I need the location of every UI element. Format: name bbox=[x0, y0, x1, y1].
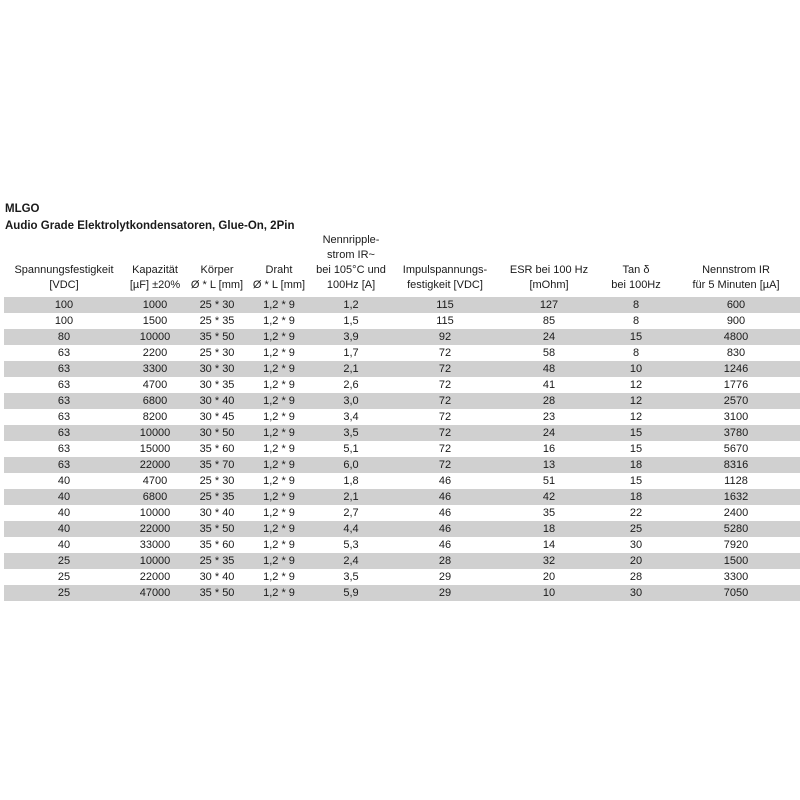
table-cell: 72 bbox=[438, 347, 452, 359]
table-cell: 1000 bbox=[124, 297, 186, 313]
table-cell: 47000 bbox=[124, 585, 186, 601]
table-cell: 63 bbox=[4, 361, 124, 377]
table-row bbox=[4, 537, 800, 553]
table-cell: 16 bbox=[542, 443, 556, 455]
table-cell: 115 bbox=[436, 315, 454, 327]
table-cell: 25 bbox=[57, 571, 71, 583]
table-cell: 2,6 bbox=[343, 379, 359, 391]
table-cell: 30 * 30 bbox=[186, 361, 248, 377]
table-cell: 100 bbox=[4, 297, 124, 313]
table-cell: 35 bbox=[542, 507, 556, 519]
table-row bbox=[4, 441, 800, 457]
table-cell: 30 * 40 bbox=[199, 571, 235, 583]
table-cell: 30 * 50 bbox=[186, 425, 248, 441]
table-cell: 15 bbox=[629, 443, 643, 455]
table-cell: 20 bbox=[600, 553, 672, 569]
table-cell: 30 bbox=[600, 585, 672, 601]
table-cell: 2,1 bbox=[310, 489, 392, 505]
table-cell: 22000 bbox=[139, 571, 171, 583]
table-cell: 35 * 50 bbox=[186, 329, 248, 345]
table-row bbox=[4, 377, 800, 393]
table-cell: 80 bbox=[4, 329, 124, 345]
table-cell: 30 * 40 bbox=[186, 393, 248, 409]
table-cell: 40 bbox=[57, 475, 71, 487]
table-cell: 63 bbox=[4, 425, 124, 441]
table-cell: 29 bbox=[392, 585, 498, 601]
table-cell: 1500 bbox=[672, 553, 800, 569]
table-cell: 18 bbox=[600, 457, 672, 473]
table-cell: 72 bbox=[392, 393, 498, 409]
product-series-title: MLGO bbox=[5, 203, 40, 215]
table-cell: 5670 bbox=[723, 443, 749, 455]
table-cell: 1,2 * 9 bbox=[263, 379, 295, 391]
table-cell: 2570 bbox=[672, 393, 800, 409]
table-cell: 30 * 35 bbox=[199, 379, 235, 391]
table-cell: 5280 bbox=[672, 521, 800, 537]
column-header-line: [mOhm] bbox=[529, 279, 569, 291]
table-cell: 24 bbox=[498, 329, 600, 345]
table-cell: 1,7 bbox=[343, 347, 359, 359]
table-cell: 25 * 35 bbox=[199, 315, 235, 327]
table-cell: 1,2 * 9 bbox=[248, 425, 310, 441]
table-cell: 30 * 40 bbox=[199, 507, 235, 519]
table-row bbox=[4, 329, 800, 345]
table-cell: 22 bbox=[629, 507, 643, 519]
table-cell: 115 bbox=[392, 297, 498, 313]
table-cell: 40 bbox=[57, 539, 71, 551]
table-cell: 3300 bbox=[723, 571, 749, 583]
table-cell: 46 bbox=[438, 475, 452, 487]
column-header bbox=[310, 233, 392, 297]
table-cell: 1,2 * 9 bbox=[263, 539, 295, 551]
table-cell: 1,2 bbox=[310, 297, 392, 313]
table-cell: 58 bbox=[542, 347, 556, 359]
table-cell: 10000 bbox=[139, 507, 171, 519]
table-cell: 15 bbox=[600, 329, 672, 345]
table-row bbox=[4, 457, 800, 473]
table-cell: 15 bbox=[629, 475, 643, 487]
table-cell: 72 bbox=[392, 425, 498, 441]
table-cell: 48 bbox=[498, 361, 600, 377]
table-cell: 46 bbox=[438, 539, 452, 551]
table-cell: 3780 bbox=[672, 425, 800, 441]
table-row bbox=[4, 521, 800, 537]
table-cell: 28 bbox=[629, 571, 643, 583]
table-cell: 18 bbox=[498, 521, 600, 537]
table-cell: 41 bbox=[542, 379, 556, 391]
table-cell: 42 bbox=[498, 489, 600, 505]
table-row bbox=[4, 473, 800, 489]
column-header-line: [VDC] bbox=[49, 279, 79, 291]
table-cell: 1,2 * 9 bbox=[263, 315, 295, 327]
table-row bbox=[4, 553, 800, 569]
table-cell: 40 bbox=[4, 489, 124, 505]
table-cell: 2200 bbox=[142, 347, 168, 359]
table-cell: 92 bbox=[392, 329, 498, 345]
column-header-line: Spannungsfestigkeit bbox=[14, 264, 114, 276]
table-cell: 900 bbox=[726, 315, 746, 327]
table-row bbox=[4, 297, 800, 313]
table-cell: 63 bbox=[4, 393, 124, 409]
table-cell: 830 bbox=[726, 347, 746, 359]
table-cell: 72 bbox=[438, 411, 452, 423]
table-cell: 2,4 bbox=[310, 553, 392, 569]
table-cell: 4700 bbox=[142, 379, 168, 391]
table-cell: 1,2 * 9 bbox=[248, 521, 310, 537]
document-header bbox=[5, 202, 294, 234]
table-cell: 25 bbox=[600, 521, 672, 537]
table-cell: 25 * 30 bbox=[199, 347, 235, 359]
table-cell: 15 bbox=[600, 425, 672, 441]
table-cell: 46 bbox=[392, 521, 498, 537]
column-header-line: Nennstrom IR bbox=[702, 264, 770, 276]
table-cell: 5,1 bbox=[343, 443, 359, 455]
column-header-line: Ø * L [mm] bbox=[252, 279, 306, 291]
table-cell: 1,2 * 9 bbox=[248, 329, 310, 345]
table-cell: 25 * 35 bbox=[186, 489, 248, 505]
table-cell: 1,2 * 9 bbox=[263, 475, 295, 487]
table-cell: 85 bbox=[542, 315, 556, 327]
table-cell: 1246 bbox=[672, 361, 800, 377]
column-header-line: Tan δ bbox=[622, 264, 650, 276]
table-row bbox=[4, 409, 800, 425]
table-cell: 1,2 * 9 bbox=[248, 457, 310, 473]
table-cell: 1,2 * 9 bbox=[263, 571, 295, 583]
table-cell: 14 bbox=[542, 539, 556, 551]
table-header-row bbox=[4, 233, 800, 297]
table-cell: 4700 bbox=[142, 475, 168, 487]
table-cell: 1,2 * 9 bbox=[248, 361, 310, 377]
column-header-line: strom IR~ bbox=[327, 249, 375, 261]
table-cell: 30 * 45 bbox=[199, 411, 235, 423]
table-cell: 100 bbox=[54, 315, 74, 327]
table-cell: 1632 bbox=[672, 489, 800, 505]
table-cell: 6800 bbox=[124, 489, 186, 505]
table-cell: 10 bbox=[600, 361, 672, 377]
table-cell: 13 bbox=[498, 457, 600, 473]
table-cell: 29 bbox=[438, 571, 452, 583]
table-cell: 3,5 bbox=[343, 571, 359, 583]
table-cell: 8 bbox=[632, 347, 640, 359]
table-cell: 600 bbox=[672, 297, 800, 313]
table-cell: 51 bbox=[542, 475, 556, 487]
table-cell: 6,0 bbox=[310, 457, 392, 473]
product-description: Audio Grade Elektrolytkondensatoren, Glue-On, 2Pin bbox=[5, 220, 295, 232]
table-cell: 8 bbox=[600, 297, 672, 313]
column-header-line: Körper bbox=[200, 264, 234, 276]
table-cell: 33000 bbox=[139, 539, 171, 551]
table-cell: 4800 bbox=[672, 329, 800, 345]
table-cell: 25 bbox=[4, 553, 124, 569]
table-row bbox=[4, 425, 800, 441]
table-cell: 40 bbox=[57, 507, 71, 519]
table-cell: 8200 bbox=[142, 411, 168, 423]
column-header bbox=[672, 233, 800, 297]
column-header bbox=[248, 233, 310, 297]
table-cell: 10 bbox=[498, 585, 600, 601]
table-cell: 1776 bbox=[723, 379, 749, 391]
table-cell: 3,4 bbox=[343, 411, 359, 423]
table-cell: 12 bbox=[600, 393, 672, 409]
table-cell: 35 * 50 bbox=[186, 521, 248, 537]
table-cell: 3,5 bbox=[310, 425, 392, 441]
table-cell: 24 bbox=[498, 425, 600, 441]
table-cell: 18 bbox=[600, 489, 672, 505]
column-header-line: Impulspannungs- bbox=[402, 264, 488, 276]
column-header-line: für 5 Minuten [µA] bbox=[692, 279, 780, 291]
column-header-line: Kapazität bbox=[132, 264, 178, 276]
column-header bbox=[498, 233, 600, 297]
table-cell: 10000 bbox=[124, 329, 186, 345]
table-row bbox=[4, 361, 800, 377]
table-cell: 10000 bbox=[124, 425, 186, 441]
table-cell: 35 * 60 bbox=[199, 443, 235, 455]
table-cell: 1,2 * 9 bbox=[263, 347, 295, 359]
table-cell: 72 bbox=[438, 379, 452, 391]
column-header-line: 100Hz [A] bbox=[326, 279, 376, 291]
table-row bbox=[4, 345, 800, 361]
table-cell: 3,9 bbox=[310, 329, 392, 345]
table-cell: 3,0 bbox=[310, 393, 392, 409]
table-cell: 8316 bbox=[672, 457, 800, 473]
table-cell: 46 bbox=[392, 489, 498, 505]
table-cell: 4,4 bbox=[310, 521, 392, 537]
table-cell: 25 bbox=[4, 585, 124, 601]
table-cell: 63 bbox=[57, 411, 71, 423]
table-cell: 1,2 * 9 bbox=[248, 393, 310, 409]
table-cell: 8 bbox=[632, 315, 640, 327]
table-cell: 127 bbox=[498, 297, 600, 313]
table-cell: 1,2 * 9 bbox=[263, 443, 295, 455]
table-cell: 15000 bbox=[139, 443, 171, 455]
column-header bbox=[392, 233, 498, 297]
column-header-line: Nennripple- bbox=[322, 234, 380, 246]
table-cell: 5,3 bbox=[343, 539, 359, 551]
table-cell: 25 * 30 bbox=[186, 297, 248, 313]
table-cell: 35 * 60 bbox=[199, 539, 235, 551]
column-header-line: ESR bei 100 Hz bbox=[509, 264, 589, 276]
column-header-line: festigkeit [VDC] bbox=[407, 279, 483, 291]
capacitor-spec-table bbox=[4, 233, 800, 601]
table-cell: 10000 bbox=[124, 553, 186, 569]
table-cell: 32 bbox=[498, 553, 600, 569]
table-cell: 72 bbox=[392, 457, 498, 473]
column-header-line: Draht bbox=[265, 264, 293, 276]
table-cell: 72 bbox=[438, 443, 452, 455]
table-cell: 28 bbox=[392, 553, 498, 569]
table-cell: 25 * 30 bbox=[199, 475, 235, 487]
table-cell: 1,2 * 9 bbox=[263, 411, 295, 423]
table-cell: 1,8 bbox=[343, 475, 359, 487]
table-cell: 46 bbox=[438, 507, 452, 519]
table-cell: 20 bbox=[542, 571, 556, 583]
column-header bbox=[4, 233, 124, 297]
table-cell: 1,5 bbox=[343, 315, 359, 327]
table-row bbox=[4, 313, 800, 329]
table-cell: 6800 bbox=[124, 393, 186, 409]
table-cell: 2,1 bbox=[310, 361, 392, 377]
table-row bbox=[4, 505, 800, 521]
table-cell: 12 bbox=[629, 411, 643, 423]
table-cell: 63 bbox=[57, 443, 71, 455]
table-cell: 2400 bbox=[723, 507, 749, 519]
table-cell: 1128 bbox=[724, 475, 748, 487]
table-cell: 1500 bbox=[142, 315, 168, 327]
column-header-line: bei 105°C und bbox=[316, 264, 386, 276]
table-row bbox=[4, 393, 800, 409]
table-cell: 63 bbox=[4, 457, 124, 473]
table-row bbox=[4, 569, 800, 585]
table-cell: 2,7 bbox=[343, 507, 359, 519]
table-cell: 35 * 50 bbox=[186, 585, 248, 601]
table-row bbox=[4, 585, 800, 601]
column-header-line: bei 100Hz bbox=[611, 279, 661, 291]
column-header-line: [µF] ±20% bbox=[129, 279, 181, 291]
table-cell: 35 * 70 bbox=[186, 457, 248, 473]
column-header bbox=[124, 233, 186, 297]
table-cell: 72 bbox=[392, 361, 498, 377]
table-row bbox=[4, 489, 800, 505]
column-header-line: Ø * L [mm] bbox=[190, 279, 244, 291]
table-cell: 63 bbox=[57, 347, 71, 359]
table-body bbox=[4, 297, 800, 601]
table-cell: 3300 bbox=[124, 361, 186, 377]
table-cell: 5,9 bbox=[310, 585, 392, 601]
table-cell: 1,2 * 9 bbox=[263, 507, 295, 519]
table-cell: 7920 bbox=[723, 539, 749, 551]
table-cell: 22000 bbox=[124, 457, 186, 473]
table-cell: 1,2 * 9 bbox=[248, 585, 310, 601]
table-cell: 3100 bbox=[723, 411, 749, 423]
table-cell: 28 bbox=[498, 393, 600, 409]
table-cell: 1,2 * 9 bbox=[248, 297, 310, 313]
table-cell: 1,2 * 9 bbox=[248, 553, 310, 569]
table-cell: 7050 bbox=[672, 585, 800, 601]
table-cell: 25 * 35 bbox=[186, 553, 248, 569]
column-header bbox=[600, 233, 672, 297]
table-cell: 30 bbox=[629, 539, 643, 551]
table-cell: 1,2 * 9 bbox=[248, 489, 310, 505]
table-cell: 23 bbox=[542, 411, 556, 423]
table-cell: 22000 bbox=[124, 521, 186, 537]
table-cell: 40 bbox=[4, 521, 124, 537]
table-cell: 63 bbox=[57, 379, 71, 391]
table-cell: 12 bbox=[629, 379, 643, 391]
column-header bbox=[186, 233, 248, 297]
